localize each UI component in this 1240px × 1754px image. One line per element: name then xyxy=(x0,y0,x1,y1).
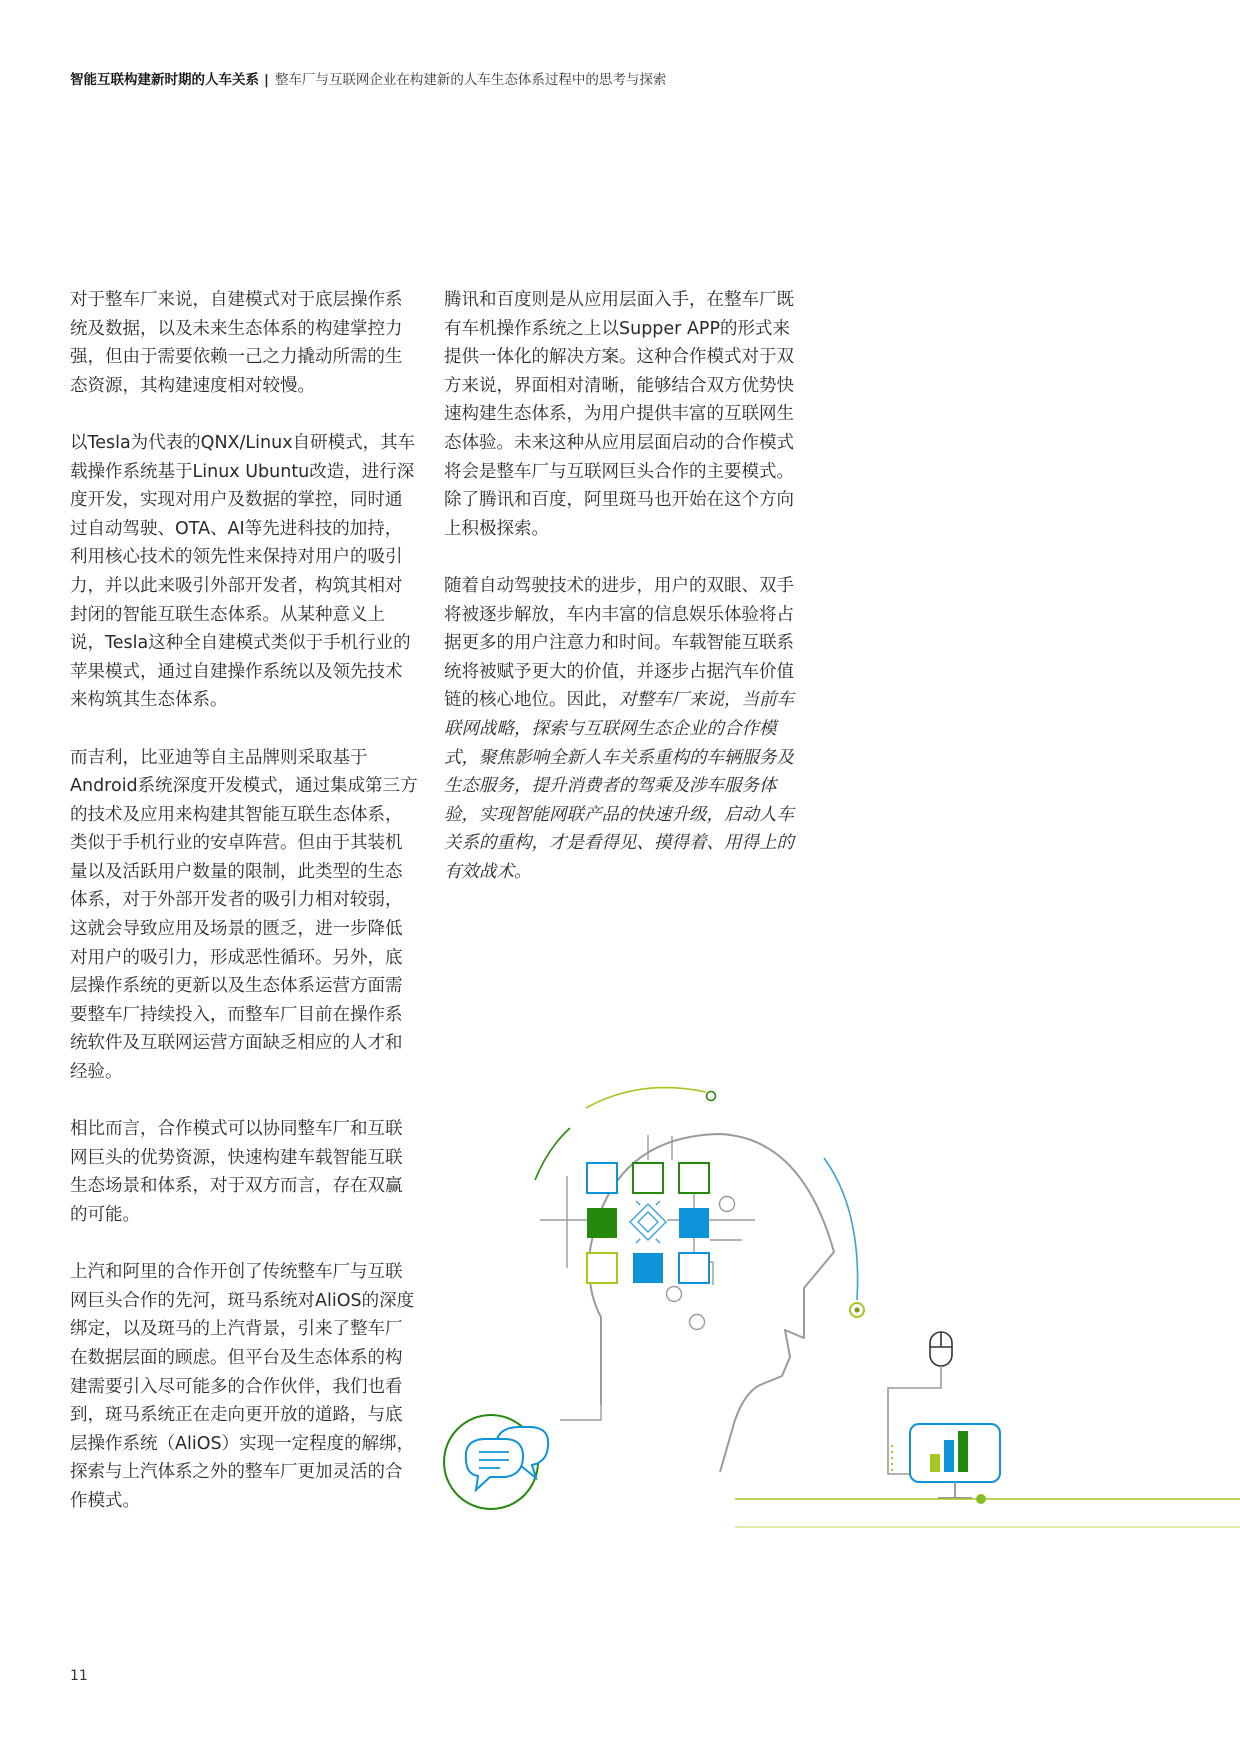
chip-grid-icon xyxy=(587,1163,709,1283)
chat-bubbles-icon xyxy=(444,1415,548,1509)
running-header xyxy=(70,68,666,88)
paragraph-text: 随着自动驾驶技术的进步，用户的双眼、双手将被逐步解放，车内丰富的信息娱乐体验将占据更多的用户注意力和时间。车载智能互联系统将被赋予更大的价值，并逐步占据汽车价值链的核心地位。因此， xyxy=(444,575,794,711)
header-subtitle: 整车厂与互联网企业在构建新的人车生态体系过程中的思考与探索 xyxy=(274,72,667,88)
ground-dot xyxy=(976,1494,986,1504)
header-title: 智能互联构建新时期的人车关系 xyxy=(70,72,259,88)
paragraph: 而吉利，比亚迪等自主品牌则采取基于Android系统深度开发模式，通过集成第三方的技术及应用来构建其智能互联生态体系，类似于手机行业的安卓阵营。但由于其装机量以及活跃用户数量的限制，此类型的生态体系，对于外部开发者的吸引力相对较弱，这就会导致应用及场景的匮乏，进一步降低对用户的吸引力，形成恶性循环。另外，底层操作系统的更新以及生态体系运营方面需要整车厂持续投入，而整车厂目前在操作系统软件及互联网运营方面缺乏相应的人才和经验。 xyxy=(70,747,418,1083)
paragraph: 腾讯和百度则是从应用层面入手，在整车厂既有车机操作系统之上以Supper APP的形式来提供一体化的解决方案。这种合作模式对于双方来说，界面相对清晰，能够结合双方优势快速构建生态体系，为用户提供丰富的互联网生态体验。未来这种从应用层面启动的合作模式将会是整车厂与互联网巨头合作的主要模式。除了腾讯和百度，阿里斑马也开始在这个方向上积极探索。 xyxy=(444,290,794,539)
trace-node xyxy=(667,1287,682,1302)
monitor-bar-chart-icon xyxy=(910,1424,1000,1498)
head-profile-icon xyxy=(589,1134,834,1472)
paragraph: 上汽和阿里的合作开创了传统整车厂与互联网巨头合作的先河，斑马系统对AliOS的深度绑定，以及斑马的上汽背景，引来了整车厂在数据层面的顾虑。但平台及生态体系的构建需要引入尽可能多的合作伙伴，我们也看到，斑马系统正在走向更开放的道路，与底层操作系统（AliOS）实现一定程度的解绑，探索与上汽体系之外的整车厂更加灵活的合作模式。 xyxy=(70,1262,415,1511)
page-number: 11 xyxy=(70,1668,88,1684)
paragraph xyxy=(444,572,796,887)
lime-arc xyxy=(586,1088,706,1108)
cpu-chip-icon xyxy=(630,1201,666,1243)
paragraph: 相比而言，合作模式可以协同整车厂和互联网巨头的优势资源，快速构建车载智能互联生态场景和体系，对于双方而言，存在双赢的可能。 xyxy=(70,1119,403,1225)
emphasis-text: 对整车厂来说，当前车联网战略，探索与互联网生态企业的合作模式，聚焦影响全新人车关系重构的车辆服务及生态服务，提升消费者的驾乘及涉车服务体验，实现智能网联产品的快速升级，启动人车关系的重构，才是看得见、摸得着、用得上的有效战术。 xyxy=(444,690,794,882)
header-separator: | xyxy=(264,72,269,88)
right-text-column xyxy=(444,286,796,915)
trace-node xyxy=(690,1315,705,1330)
left-text-column xyxy=(70,286,418,1544)
trace-node xyxy=(720,1197,735,1212)
green-arc xyxy=(535,1128,570,1180)
blue-arc xyxy=(824,1158,858,1300)
intelligent-connectivity-illustration xyxy=(430,1085,1240,1545)
arc-end-dot xyxy=(707,1092,716,1101)
paragraph: 对于整车厂来说，自建模式对于底层操作系统及数据，以及未来生态体系的构建掌控力强，但由于需要依赖一己之力撬动所需的生态资源，其构建速度相对较慢。 xyxy=(70,290,403,396)
mouse-icon xyxy=(930,1332,952,1366)
paragraph: 以Tesla为代表的QNX/Linux自研模式，其车载操作系统基于Linux Ubuntu改造，进行深度开发，实现对用户及数据的掌控，同时通过自动驾驶、OTA、AI等先进科技的加持，利用核心技术的领先性来保持对用户的吸引力，并以此来吸引外部开发者，构筑其相对封闭的智能互联生态体系。从某种意义上说，Tesla这种全自建模式类似于手机行业的苹果模式，通过自建操作系统以及领先技术来构筑其生态体系。 xyxy=(70,432,416,711)
